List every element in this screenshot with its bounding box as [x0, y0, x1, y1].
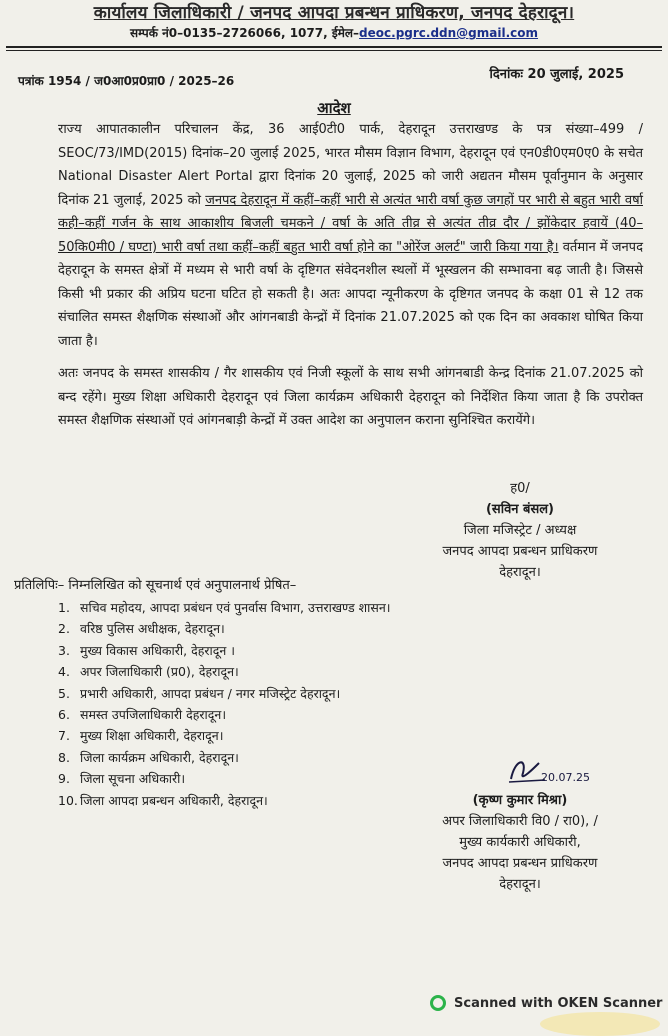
signatory-name: (सविन बंसल) — [485, 502, 555, 517]
list-item: 5. प्रभारी अधिकारी, आपदा प्रबंधन / नगर मजिस्ट्रेट देहरादून। — [58, 685, 341, 701]
list-item: 7. मुख्य शिक्षा अधिकारी, देहरादून। — [58, 728, 224, 744]
header-rule — [6, 46, 662, 48]
paper-stain — [540, 1012, 660, 1036]
signatory-designation: अपर जिलाधिकारी वि0 / रा0), / — [442, 814, 598, 829]
alert-text: जनपद देहरादून में कहीं–कहीं भारी से अत्यंत भारी वर्षा कुछ जगहों पर भारी से बहुत भारी वर्षा कही–कहीं गर्जन के साथ आकाशीय बिजली चमकने / वर्षा के अति तीव्र से अत्यंत तीव्र दौर / झोंकेदार हवायें (40–50कि0मी0 / घण्टा) भारी वर्षा तथा कहीं–कहीं बहुत भारी वर्षा होने का "ओरेंज अलर्ट" जारी किया गया है। — [58, 192, 643, 255]
scanner-logo-icon — [430, 995, 446, 1011]
document-date: दिनांकः 20 जुलाई, 2025 — [489, 67, 624, 82]
list-item: 1. सचिव महोदय, आपदा प्रबंधन एवं पुनर्वास विभाग, उत्तराखण्ड शासन। — [58, 600, 391, 615]
scanner-label: Scanned with OKEN Scanner — [454, 995, 663, 1011]
signatory-place: देहरादून। — [499, 565, 541, 580]
list-item: 4. अपर जिलाधिकारी (प्र0), देहरादून। — [58, 664, 239, 680]
list-item: 6. समस्त उपजिलाधिकारी देहरादून। — [58, 707, 227, 723]
order-paragraph-1 — [58, 118, 643, 353]
signatory-org: जनपद आपदा प्रबन्धन प्राधिकरण — [442, 544, 598, 559]
signed-mark: ह0/ — [510, 481, 530, 496]
para1-intro: राज्य आपातकालीन परिचालन केंद्र, 36 आई0टी0 पार्क, देहरादून उत्तराखण्ड के पत्र संख्या–499 / SEOC/73/IMD(2015) दिनांक–20 जुलाई 2025, भारत मौसम विज्ञान विभाग, देहरादून एवं एन0डी0एम0ए0 के सचेत National Disaster Alert Portal द्वारा दिनांक 20 जुलाई, 2025 को जारी अद्यतन मौसम पूर्वानुमान के अनुसार दिनांक 21 जुलाई, 2025 को — [58, 122, 643, 208]
signatory-place: देहरादून। — [499, 877, 541, 892]
list-item: 9. जिला सूचना अधिकारी। — [58, 771, 186, 787]
signatory-name: (कृष्ण कुमार मिश्रा) — [472, 793, 568, 808]
para1-rest: वर्तमान में जनपद देहरादून के समस्त क्षेत्रों में मध्यम से भारी वर्षा के दृष्टिगत संवेदनशील स्थलों में भूस्खलन की सम्भावना बढ़ जाती है। जिससे किसी भी प्रकार की अप्रिय घटना घटित हो सकती है। अतः आपदा न्यूनीकरण के दृष्टिगत जनपद के कक्षा 01 से 12 तक संचालित समस्त शैक्षणिक संस्थाओं और आंगनबाडी केन्द्रों में दिनांक 21.07.2025 को एक दिन का अवकाश घोषित किया जाता है। — [58, 239, 643, 349]
office-title: कार्यालय जिलाधिकारी / जनपद आपदा प्रबन्धन प्राधिकरण, जनपद देहरादून। — [93, 3, 575, 23]
handwritten-signature — [505, 755, 590, 785]
list-item: 3. मुख्य विकास अधिकारी, देहरादून । — [58, 642, 235, 658]
header-rule-thin — [6, 50, 662, 51]
list-item: 2. वरिष्ठ पुलिस अधीक्षक, देहरादून। — [58, 621, 225, 637]
signature-block-dm — [380, 478, 660, 583]
contact-email[interactable]: deoc.pgrc.ddn@gmail.com — [359, 26, 539, 40]
copy-to-title: प्रतिलिपिः– निम्नलिखित को सूचनार्थ एवं अनुपालनार्थ प्रेषित– — [14, 578, 297, 593]
signature-date: 20.07.25 — [541, 771, 590, 784]
list-item: 10. जिला आपदा प्रबन्धन अधिकारी, देहरादून। — [58, 792, 268, 808]
contact-line — [0, 24, 668, 41]
contact-numbers: सम्पर्क नं0–0135–2726066, 1077, ईमेल– — [129, 26, 360, 40]
signatory-designation-2: मुख्य कार्यकारी अधिकारी, — [459, 835, 581, 850]
signatory-org: जनपद आपदा प्रबन्धन प्राधिकरण — [442, 856, 598, 871]
list-item: 8. जिला कार्यक्रम अधिकारी, देहरादून। — [58, 749, 239, 765]
copy-to-list — [58, 597, 391, 811]
signature-block-adm — [380, 790, 660, 895]
scanner-watermark — [430, 995, 662, 1011]
signatory-designation: जिला मजिस्ट्रेट / अध्यक्ष — [463, 523, 577, 538]
order-paragraph-2: अतः जनपद के समस्त शासकीय / गैर शासकीय एवं निजी स्कूलों के साथ सभी आंगनबाडी केन्द्र दिनांक 21.07.2025 को बन्द रहेंगे। मुख्य शिक्षा अधिकारी देहरादून एवं जिला कार्यक्रम अधिकारी देहरादून को निर्देशित किया जाता है कि उपरोक्त समस्त शैक्षणिक संस्थाओं एवं आंगनबाड़ी केन्द्रों में उक्त आदेश का अनुपालन कराना सुनिश्चित करायेंगे। — [58, 366, 643, 428]
order-heading: आदेश — [317, 99, 351, 117]
reference-number: पत्रांक 1954 / ज0आ0प्र0प्रा0 / 2025–26 — [18, 74, 235, 88]
